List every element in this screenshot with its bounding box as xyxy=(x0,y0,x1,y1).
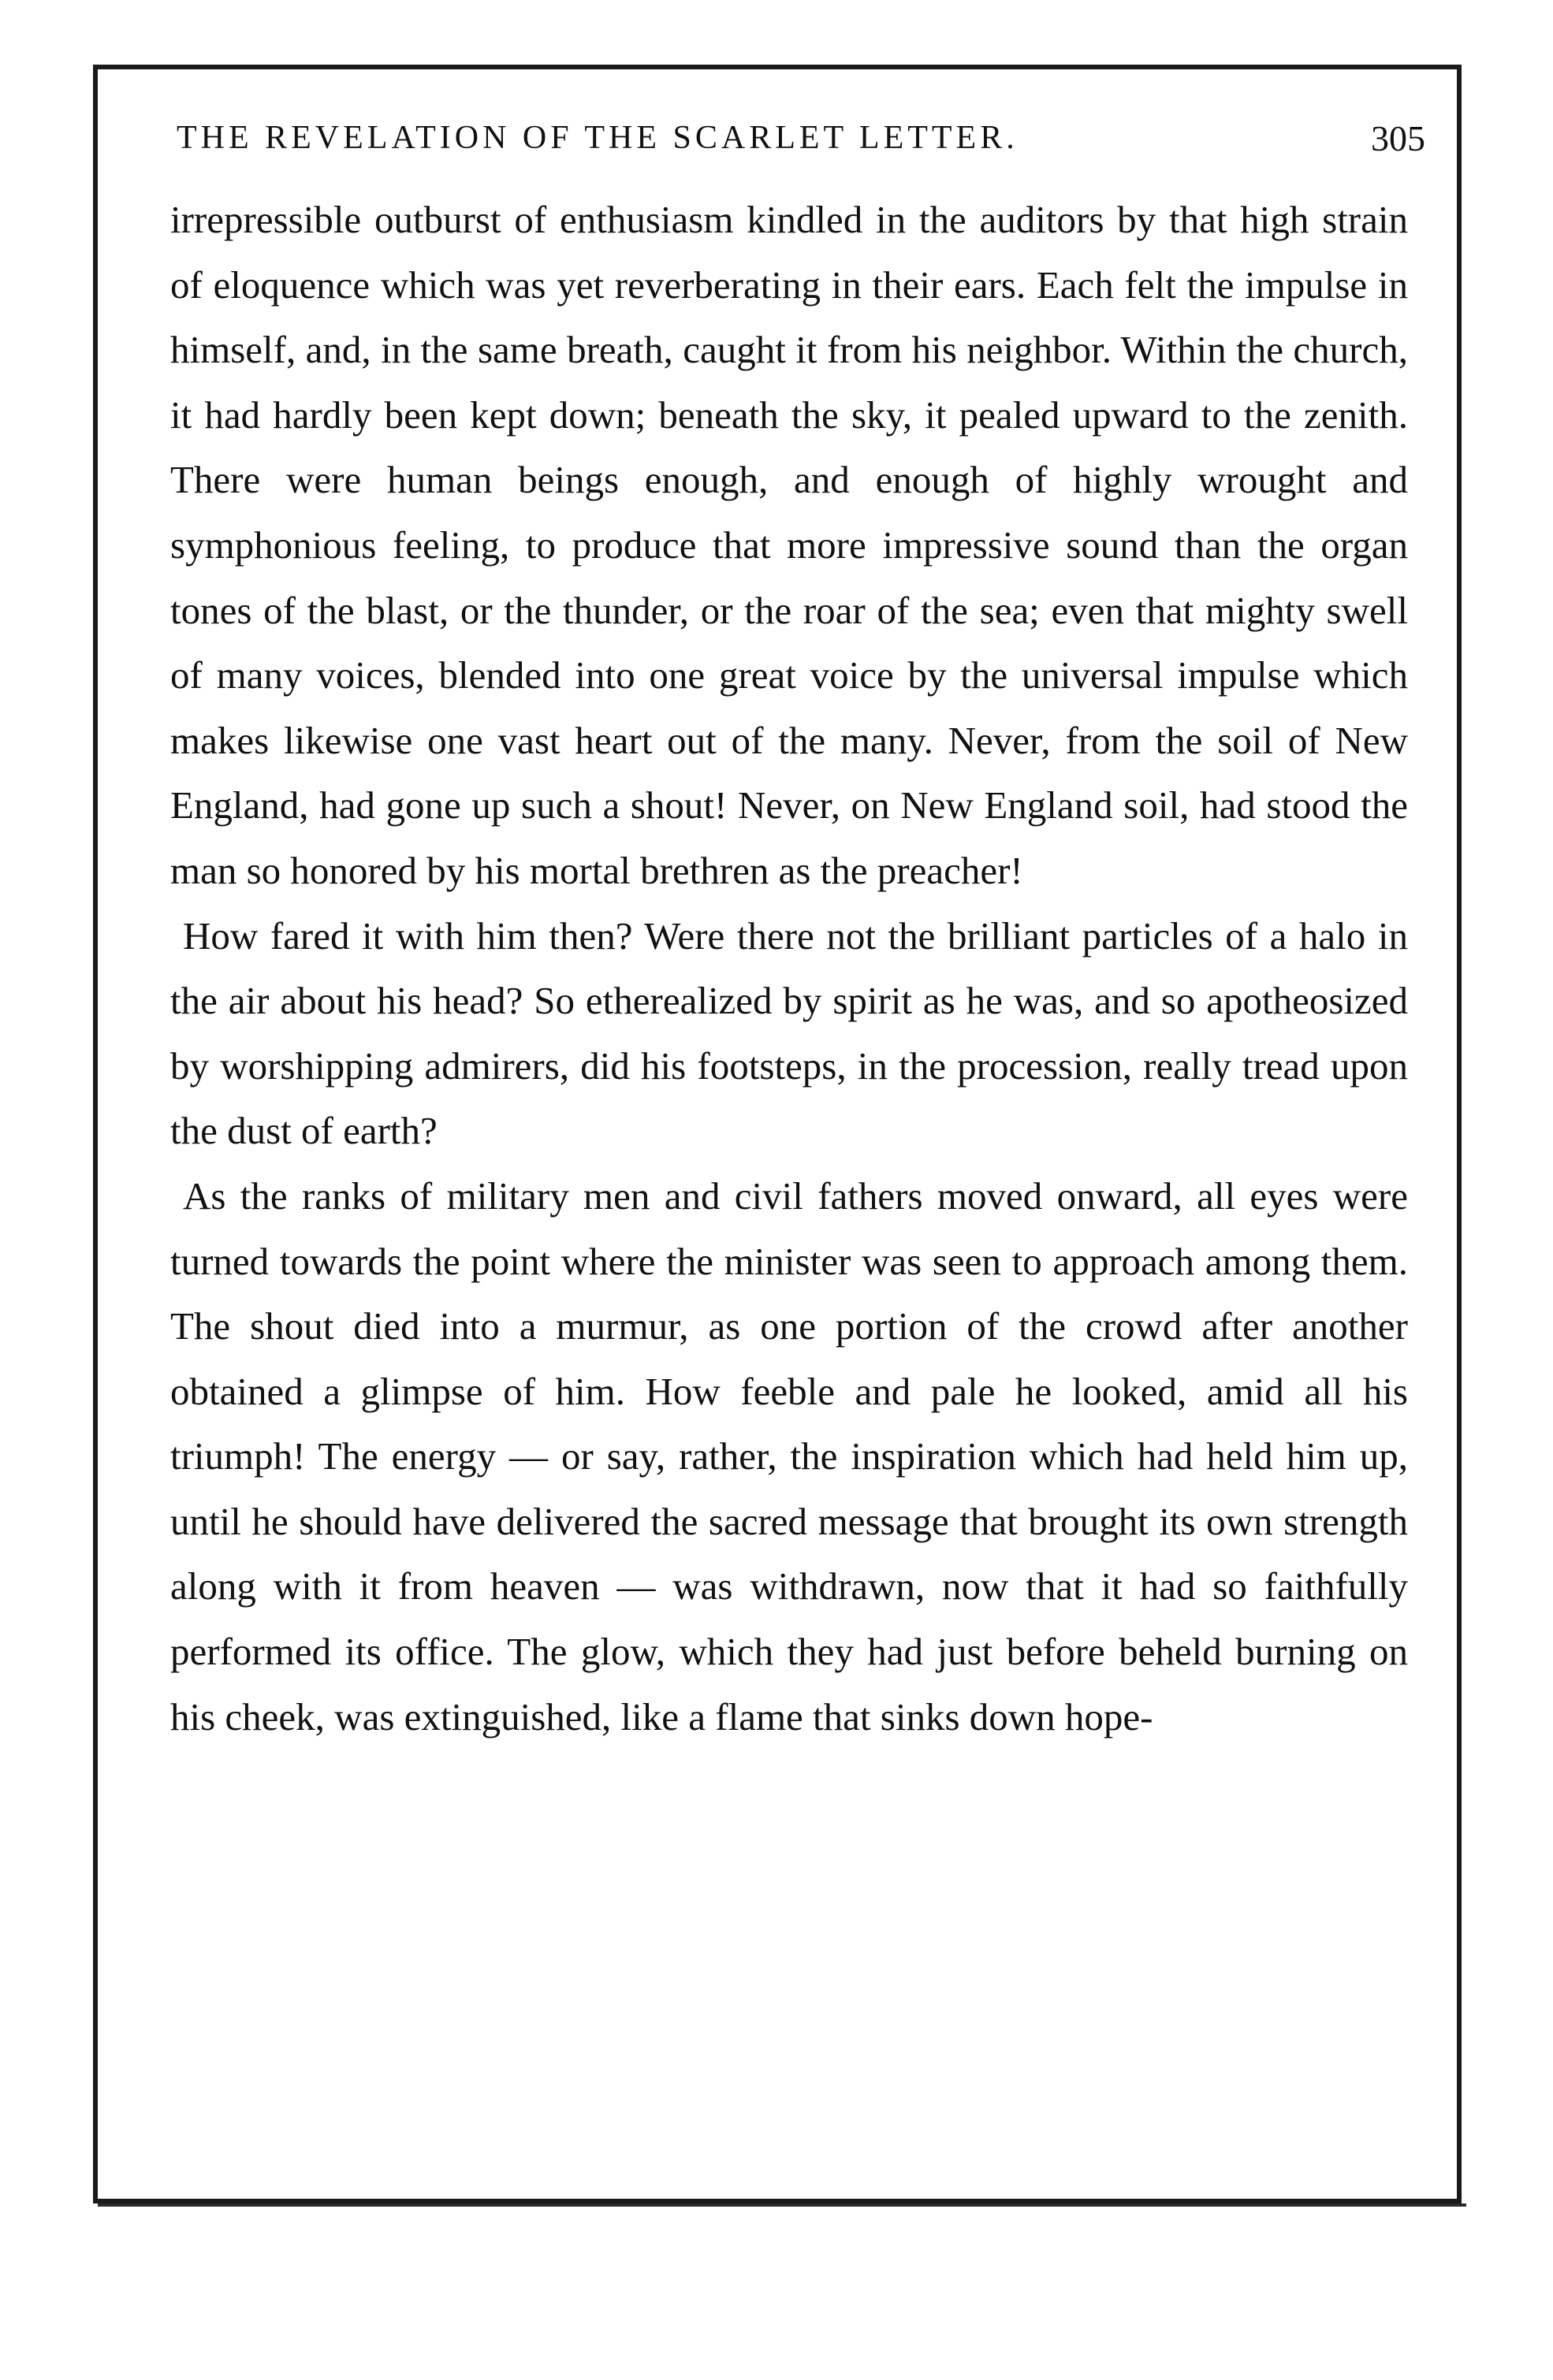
page-border-frame xyxy=(93,65,1462,2203)
running-title: THE REVELATION OF THE SCARLET LETTER. xyxy=(177,120,1019,156)
running-header xyxy=(177,110,1425,165)
frame-bottom-rule xyxy=(98,2203,1466,2207)
page-number: 305 xyxy=(1371,117,1425,158)
paragraph-2: How fared it with him then? Were there not the brilliant particles of a halo in the air about his head? So etherealized by spirit as he was, and so apotheosized by worshipping admirers, did his footsteps, in the procession, really tread upon the dust of earth? xyxy=(170,913,1408,1153)
body-text xyxy=(170,188,1408,1750)
paragraph-3: As the ranks of military men and civil fathers moved onward, all eyes were turned towards the point where the minister was seen to approach among them. The shout died into a murmur, as one portion of the crowd after another obtained a glimpse of him. How feeble and pale he looked, amid all his triumph! The energy — or say, rather, the inspiration which had held him up, until he should have delivered the sacred message that brought its own strength along with it from heaven — was withdrawn, now that it had so faithfully performed its office. The glow, which they had just before beheld burning on his cheek, was extinguished, like a flame that sinks down hope- xyxy=(170,1173,1408,1739)
paragraph-1: irrepressible outburst of enthusiasm kindled in the auditors by that high strain of eloquence which was yet reverberating in their ears. Each felt the impulse in himself, and, in the same breath, caught it from his neighbor. Within the church, it had hardly been kept down; beneath the sky, it pealed upward to the zenith. There were human beings enough, and enough of highly wrought and symphonious feeling, to produce that more impressive sound than the organ tones of the blast, or the thunder, or the roar of the sea; even that mighty swell of many voices, blended into one great voice by the universal impulse which makes likewise one vast heart out of the many. Never, from the soil of New England, had gone up such a shout! Never, on New England soil, had stood the man so honored by his mortal brethren as the preacher! xyxy=(170,198,1408,892)
